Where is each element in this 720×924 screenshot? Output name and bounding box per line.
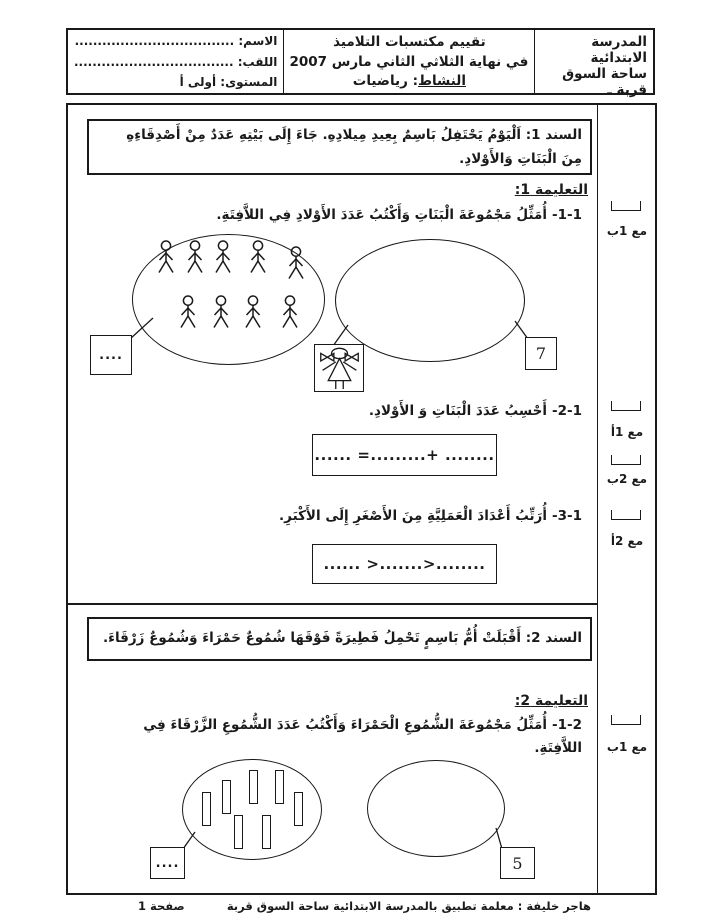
stick-figure-icon (184, 240, 206, 274)
question-1-1 (68, 204, 592, 226)
diagram-children-sets (68, 232, 597, 404)
footer-teacher: هاجر خليفة : معلمة تطبيق بالمدرسة الابتدائية ساحة السوق قربة (226, 899, 591, 913)
support1-box (87, 119, 592, 175)
question-1-1-marker: 1‏-‏1‏- (551, 207, 582, 223)
question-2-1-text1: أُمَثِّلُ مَجْمُوعَةَ الشُّمُوعِ الْحَمْرَاءَ وَأَكْتُبُ عَدَدَ الشُّمُوعِ الزَّرْقَاءَ فِي (143, 717, 547, 733)
blue-candles-count-box: 5 (500, 847, 535, 879)
stick-figure-icon (155, 240, 177, 274)
stick-figure-icon (247, 240, 269, 274)
activity-label: النشاط (417, 73, 467, 89)
question-2-1-line2: اللاَّفِتَةِ. (534, 740, 582, 756)
candle-icon (202, 792, 211, 826)
score-bracket (611, 401, 641, 411)
candle-icon (275, 770, 284, 804)
question-1-3-text: أُرَتِّبُ أَعْدَادَ الْعَمَلِيَّةِ مِنَ الأَصْغَرِ إِلَى الأَكْبَرِ. (279, 508, 547, 524)
main-frame (66, 103, 657, 895)
criterion-label: مع 2ب (606, 472, 648, 486)
children-count-box: .... (90, 335, 132, 375)
stick-figure-icon (210, 295, 232, 329)
boys-count-box: 7 (525, 337, 557, 370)
stick-figure-icon (242, 295, 264, 329)
criterion-label: مع 1أ (610, 425, 644, 439)
criterion-label: مع 1ب (606, 224, 648, 238)
stick-figure-icon (177, 295, 199, 329)
grading-margin-column (597, 105, 656, 893)
red-candles-count-box: .... (150, 847, 185, 879)
stick-figure-icon (279, 295, 301, 329)
stick-figure-icon (285, 246, 307, 280)
student-surname-field: اللقب: ................................... (74, 54, 278, 69)
question-1-3 (68, 505, 592, 527)
candle-icon (222, 780, 231, 814)
question-1-2 (68, 400, 592, 422)
header-school-cell (535, 30, 653, 98)
criterion-label: مع 1ب (606, 740, 648, 754)
question-1-2-text: أَحْسِبُ عَدَدَ الْبَنَاتِ وَ الأَوْلادِ. (368, 403, 547, 419)
score-bracket (611, 455, 641, 465)
equation-answer-box: ...... =.........+ ........ (312, 434, 497, 476)
girl-set-tag (314, 344, 364, 392)
header-student-cell (68, 30, 283, 93)
exam-title: تقييم مكتسبات التلاميذ (333, 34, 486, 50)
footer (66, 899, 591, 913)
question-2-1-line1 (68, 714, 592, 736)
student-name-field: الاسم: ................................... (74, 34, 278, 48)
stick-figure-icon (212, 240, 234, 274)
diagram-candles-sets (68, 755, 597, 895)
instruction2-title: التعليمة 2: (514, 693, 588, 709)
instruction1-title: التعليمة 1: (514, 182, 588, 198)
question-1-2-marker: 1‏-‏2‏- (551, 403, 582, 419)
support2-line1: السند 2: أَقْبَلَتْ أُمُّ بَاسِمٍ تَحْمِلُ فَطِيرَةً فَوْقَهَا شُمُوعٌ حَمْرَاءَ وَشُمُوعٌ زَرْقَاءَ. (102, 630, 582, 647)
candle-icon (249, 770, 258, 804)
red-candles-oval-empty (367, 760, 505, 857)
candle-icon (234, 815, 243, 849)
support1-line2: مِنَ الْبَنَاتِ وَالأَوْلادِ. (459, 150, 582, 167)
candle-icon (294, 792, 303, 826)
support1-line1: السند 1: اَلْيَوْمُ يَحْتَفِلُ بَاسِمٌ بِعِيدِ مِيلادِهِ. جَاءَ إِلَى بَيْتِهِ عَدَدٌ مِنْ أَصْدِقَاءِهِ (126, 127, 582, 143)
ordering-answer-box: ...... >.......>........ (312, 544, 497, 584)
activity-value: : رياضيات (352, 73, 418, 89)
score-bracket (611, 201, 641, 211)
score-bracket (611, 715, 641, 725)
exam-activity (290, 73, 528, 89)
student-level-field: المستوى: أولى أ (179, 75, 278, 89)
school-location: ساحة السوق قربة ـ (562, 66, 647, 98)
score-bracket (611, 510, 641, 520)
school-name: المدرسة الابتدائية (590, 34, 647, 66)
exam-session: في نهاية الثلاثي الثاني مارس 2007 (289, 53, 529, 70)
support2-box (87, 617, 592, 661)
header-exam-cell (283, 30, 535, 93)
candle-icon (262, 815, 271, 849)
header-table (66, 28, 655, 98)
girl-stick-figure-icon (316, 345, 363, 390)
girls-set-oval-empty (335, 239, 525, 362)
footer-page-number: صفحة 1 (138, 899, 185, 913)
question-2-1-marker: 2‏-‏1‏- (551, 717, 582, 733)
question-1-3-marker: 1‏-‏3‏- (551, 508, 582, 524)
criterion-label: مع 2أ (610, 534, 644, 548)
question-1-1-text: أُمَثِّلُ مَجْمُوعَةَ الْبَنَاتِ وَأَكْتُبُ عَدَدَ الأَوْلادِ فِي اللاَّفِتَةِ. (216, 207, 547, 223)
section-divider (68, 603, 597, 605)
